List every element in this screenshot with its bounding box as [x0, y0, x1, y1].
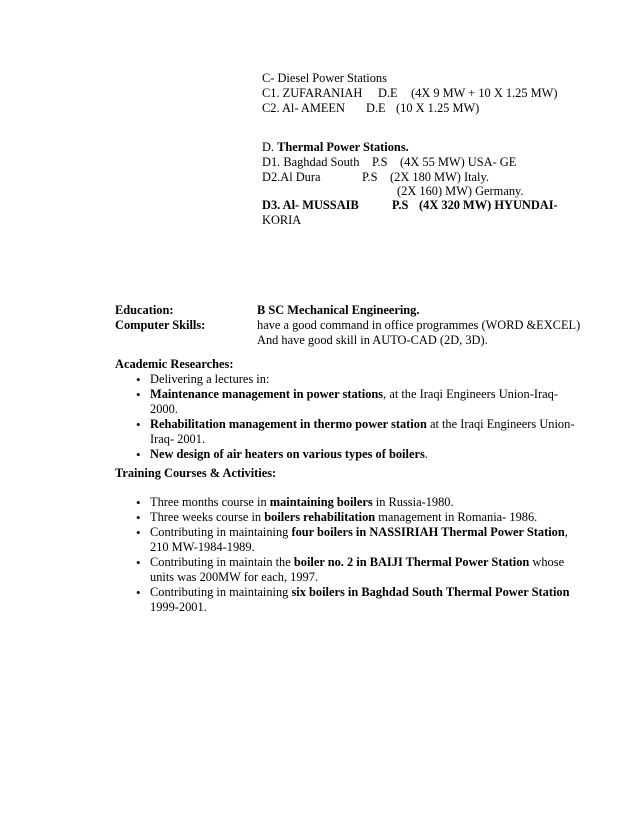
research-item [132, 417, 574, 447]
diesel-c2-name: C2. Al- AMEEN [262, 101, 345, 115]
training-item-continuation: units was 200MW for each, 1997. [150, 570, 319, 584]
training-item-text: management in Romania- 1986. [375, 510, 538, 524]
training-item-text: whose [529, 555, 565, 569]
training-item-text: Three months course in [150, 495, 270, 509]
research-item-continuation: Iraq- 2001. [150, 432, 206, 446]
training-list [132, 495, 570, 615]
education-label: Education: [115, 303, 174, 317]
diesel-c2-spec: (10 X 1.25 MW) [396, 101, 480, 115]
computer-skills-line2: And have good skill in AUTO-CAD (2D, 3D). [257, 333, 488, 347]
computer-skills-line1: have a good command in office programmes (WORD &EXCEL) [257, 318, 581, 332]
thermal-d2-spec: (2X 180 MW) Italy. [390, 170, 489, 184]
training-item [132, 585, 570, 615]
training-item-text: boiler no. 2 in BAIJI Thermal Power Station [293, 555, 530, 569]
thermal-d2-type: P.S [362, 170, 378, 184]
training-item-text: Three weeks course in [150, 510, 265, 524]
research-item-text: . [424, 447, 428, 461]
research-item-text: Rehabilitation management in thermo power station [150, 417, 427, 431]
training-item [132, 525, 570, 555]
training-item-text: Contributing in maintain the [150, 555, 294, 569]
research-heading: Academic Researches: [115, 357, 234, 371]
training-item-text: four boilers in NASSIRIAH Thermal Power Station [291, 525, 565, 539]
research-item-text: New design of air heaters on various types of boilers [150, 447, 425, 461]
research-item [132, 387, 574, 417]
thermal-d3-spec: (4X 320 MW) HYUNDAI- [419, 198, 558, 212]
diesel-c2-type: D.E [366, 101, 386, 115]
thermal-d1-name: D1. Baghdad South [262, 155, 360, 169]
training-item-text: , [564, 525, 568, 539]
thermal-d3-type: P.S [392, 198, 409, 212]
thermal-heading-text: Thermal Power Stations. [277, 140, 409, 154]
research-item-text: at the Iraqi Engineers Union- [426, 417, 575, 431]
education-value: B SC Mechanical Engineering. [257, 303, 420, 317]
training-item-text: six boilers in Baghdad South Thermal Power Station [291, 585, 570, 599]
training-item-continuation: 210 MW-1984-1989. [150, 540, 255, 554]
training-item-text: boilers rehabilitation [264, 510, 376, 524]
thermal-d1-type: P.S [372, 155, 388, 169]
training-item [132, 495, 570, 510]
training-item-text: maintaining boilers [269, 495, 373, 509]
diesel-c1-name: C1. ZUFARANIAH [262, 86, 363, 100]
training-item-continuation: 1999-2001. [150, 600, 207, 614]
training-item-text: in Russia-1980. [372, 495, 454, 509]
diesel-c1-spec: (4X 9 MW + 10 X 1.25 MW) [411, 86, 558, 100]
diesel-c1-type: D.E [378, 86, 398, 100]
research-item [132, 372, 574, 387]
research-item [132, 447, 574, 462]
research-item-text: Maintenance management in power stations [150, 387, 384, 401]
research-item-continuation: 2000. [150, 402, 178, 416]
thermal-d3-cont: KORIA [262, 213, 302, 227]
thermal-heading-prefix: D. [262, 140, 278, 154]
thermal-d3-name: D3. Al- MUSSAIB [262, 198, 359, 212]
training-item-text: Contributing in maintaining [150, 525, 292, 539]
training-heading: Training Courses & Activities: [115, 466, 277, 480]
computer-skills-label: Computer Skills: [115, 318, 206, 332]
training-item [132, 555, 570, 585]
research-item-text: , at the Iraqi Engineers Union-Iraq- [383, 387, 558, 401]
research-item-text: Delivering a lectures in: [150, 372, 270, 386]
thermal-d1-spec: (4X 55 MW) USA- GE [400, 155, 517, 169]
research-list [132, 372, 574, 462]
thermal-d2-name: D2.Al Dura [262, 170, 321, 184]
thermal-heading [262, 140, 409, 155]
diesel-heading: C- Diesel Power Stations [262, 71, 387, 85]
thermal-d2-spec2: (2X 160) MW) Germany. [397, 184, 524, 198]
training-item [132, 510, 570, 525]
training-item-text: Contributing in maintaining [150, 585, 292, 599]
